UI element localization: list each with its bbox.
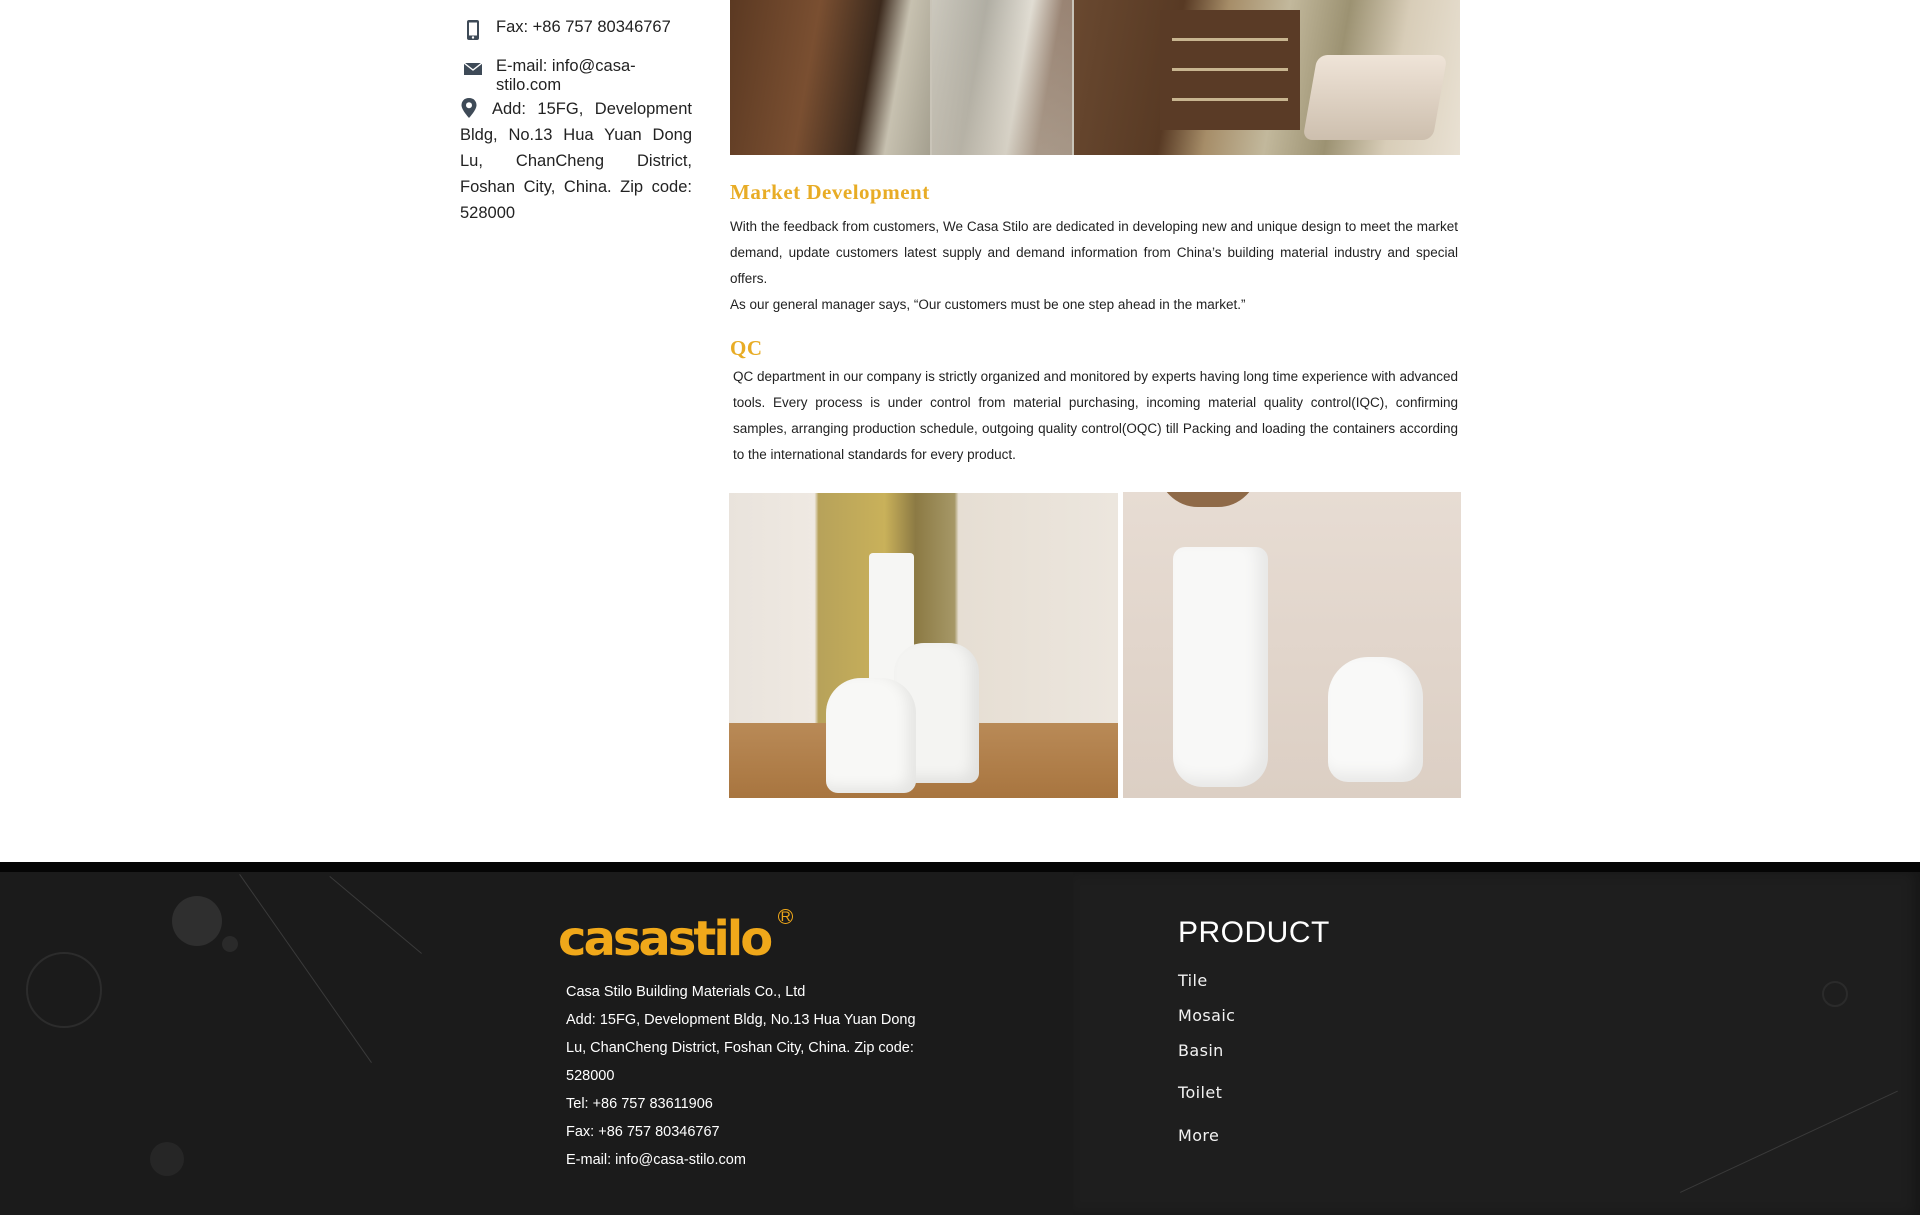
mail-icon (460, 57, 486, 81)
decor-circle (222, 936, 238, 952)
footer (0, 862, 1920, 1215)
product-link-basin[interactable]: Basin (1178, 1041, 1224, 1060)
decor-circle (150, 1142, 184, 1176)
decor-circle (172, 896, 222, 946)
contact-email[interactable]: E-mail: info@casa-stilo.com (496, 57, 636, 94)
decor-ring (1822, 981, 1848, 1007)
market-development-heading: Market Development (730, 180, 930, 204)
footer-email[interactable]: E-mail: info@casa-stilo.com (566, 1152, 746, 1168)
qc-paragraph: QC department in our company is strictly organized and monitored by experts having long time experience with advanced tools. Every process is under control from material purchasing, incoming material quality control(IQC), confirming samples, arranging production schedule, outgoing quality control(OQC) till Packing and loading the containers according to the international standards for every product. (733, 369, 1458, 462)
casastilo-logo[interactable] (558, 908, 793, 967)
footer-fax: Fax: +86 757 80346767 (566, 1124, 720, 1140)
contact-fax: Fax: +86 757 80346767 (496, 18, 671, 36)
contact-address: Add: 15FG, Development Bldg, No.13 Hua Yuan Dong Lu, ChanCheng District, Foshan City, China. Zip code: 528000 (460, 100, 692, 222)
market-paragraph-2: As our general manager says, “Our customers must be one step ahead in the market.” (730, 297, 1246, 312)
product-link-toilet[interactable]: Toilet (1178, 1083, 1223, 1102)
product-link-mosaic[interactable]: Mosaic (1178, 1006, 1236, 1025)
location-pin-icon (460, 97, 478, 119)
bathroom-photo (730, 0, 1460, 155)
footer-top-band (0, 862, 1920, 872)
logo-wordmark: casastilo (558, 911, 771, 967)
qc-heading: QC (730, 336, 763, 360)
decor-ring (26, 952, 102, 1028)
product-link-tile[interactable]: Tile (1178, 971, 1208, 990)
contact-email-row (460, 57, 692, 95)
footer-tel: Tel: +86 757 83611906 (566, 1096, 713, 1112)
product-heading: PRODUCT (1178, 916, 1330, 949)
market-paragraph-1: With the feedback from customers, We Casa Stilo are dedicated in developing new and unique design to meet the market demand, update customers latest supply and demand information from China’s building material industry and special offers. (730, 219, 1458, 286)
market-development-text (730, 214, 1458, 318)
registered-mark: R (778, 909, 793, 924)
footer-company-name: Casa Stilo Building Materials Co., Ltd (566, 984, 806, 1000)
toilet-bidet-photo-left (729, 493, 1118, 798)
contact-fax-row (460, 18, 671, 42)
phone-icon (460, 18, 486, 42)
footer-address: Add: 15FG, Development Bldg, No.13 Hua Yuan Dong Lu, ChanCheng District, Foshan City, China. Zip code: 528000 (566, 1012, 916, 1084)
contact-address-row (460, 96, 692, 226)
decor-line (239, 874, 372, 1063)
footer-company-info (566, 978, 938, 1174)
product-link-more[interactable]: More (1178, 1126, 1220, 1145)
toilet-bidet-photo-right (1123, 492, 1461, 798)
decor-line (329, 876, 422, 954)
